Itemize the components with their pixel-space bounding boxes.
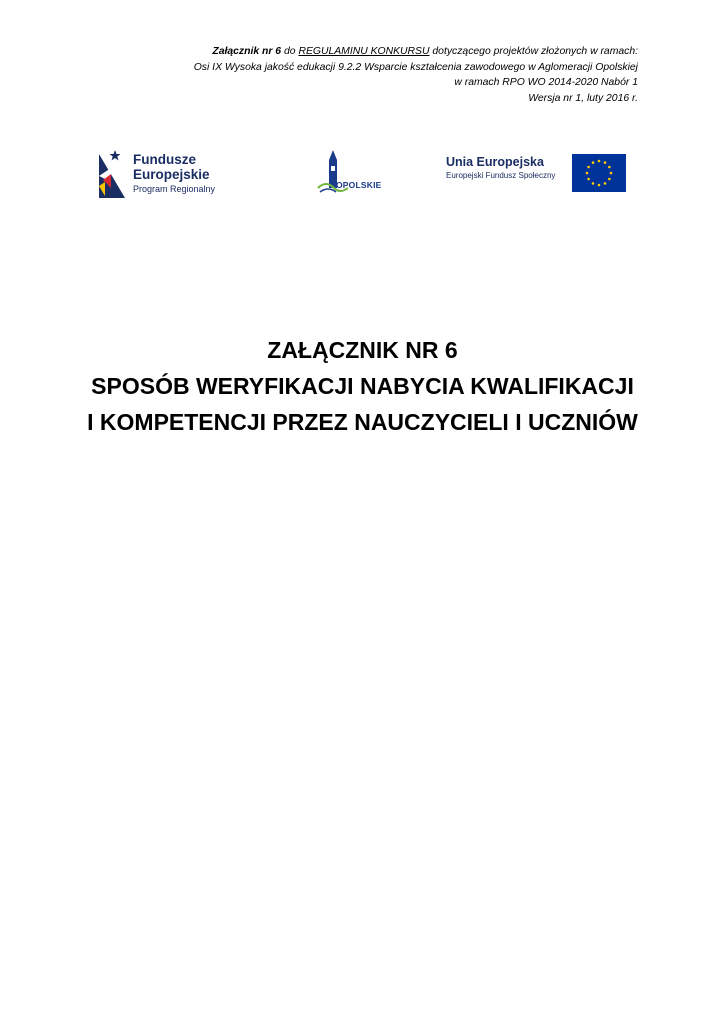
annex-number: Załącznik nr 6 — [212, 46, 282, 57]
unia-europejska-logo — [446, 154, 628, 194]
eu-star-icon — [610, 172, 613, 175]
eu-star-icon — [592, 182, 595, 185]
regulation-link: REGULAMINU KONKURSU — [298, 46, 430, 57]
fe-line-3: Program Regionalny — [133, 184, 216, 194]
eu-star-icon — [604, 182, 607, 185]
header-line-2: Osi IX Wysoka jakość edukacji 9.2.2 Wsparcie kształcenia zawodowego w Aglomeracji Opolskiej — [193, 61, 638, 73]
eu-flag-icon — [572, 154, 626, 192]
fe-line-1: Fundusze — [133, 152, 196, 167]
fundusze-europejskie-logo — [97, 146, 237, 202]
eu-star-icon — [592, 161, 595, 164]
fundusze-europejskie-emblem-icon — [97, 146, 127, 198]
header-line-1 — [78, 44, 638, 60]
fe-line-2: Europejskie — [133, 167, 210, 182]
eu-star-icon — [598, 184, 601, 187]
eu-star-icon — [587, 178, 590, 181]
eu-star-icon — [608, 178, 611, 181]
opolskie-tower-icon — [314, 150, 390, 198]
eu-star-icon — [598, 160, 601, 163]
eu-star-icon — [604, 161, 607, 164]
eu-line-1: Unia Europejska — [446, 155, 544, 169]
header-note — [78, 44, 638, 106]
fundusze-europejskie-text — [133, 152, 215, 196]
eu-line-2: Europejski Fundusz Społeczny — [446, 171, 556, 180]
header-line-1-end: dotyczącego projektów złożonych w ramach: — [429, 46, 638, 57]
title-line-3: I KOMPETENCJI PRZEZ NAUCZYCIELI I UCZNIÓW — [87, 409, 638, 435]
title-line-2: SPOSÓB WERYFIKACJI NABYCIA KWALIFIKACJI — [91, 373, 634, 399]
unia-europejska-text — [446, 154, 555, 182]
title-line-1: ZAŁĄCZNIK NR 6 — [267, 337, 458, 363]
eu-star-icon — [608, 166, 611, 169]
opolskie-logo — [314, 150, 390, 198]
eu-star-icon — [587, 166, 590, 169]
header-line-4: Wersja nr 1, luty 2016 r. — [528, 92, 638, 104]
opolskie-text: OPOLSKIE — [336, 180, 382, 190]
header-line-1-mid: do — [281, 46, 299, 57]
document-title — [0, 332, 725, 440]
eu-star-icon — [586, 172, 589, 175]
header-line-3: w ramach RPO WO 2014-2020 Nabór 1 — [454, 77, 638, 88]
logo-bar — [0, 140, 725, 210]
